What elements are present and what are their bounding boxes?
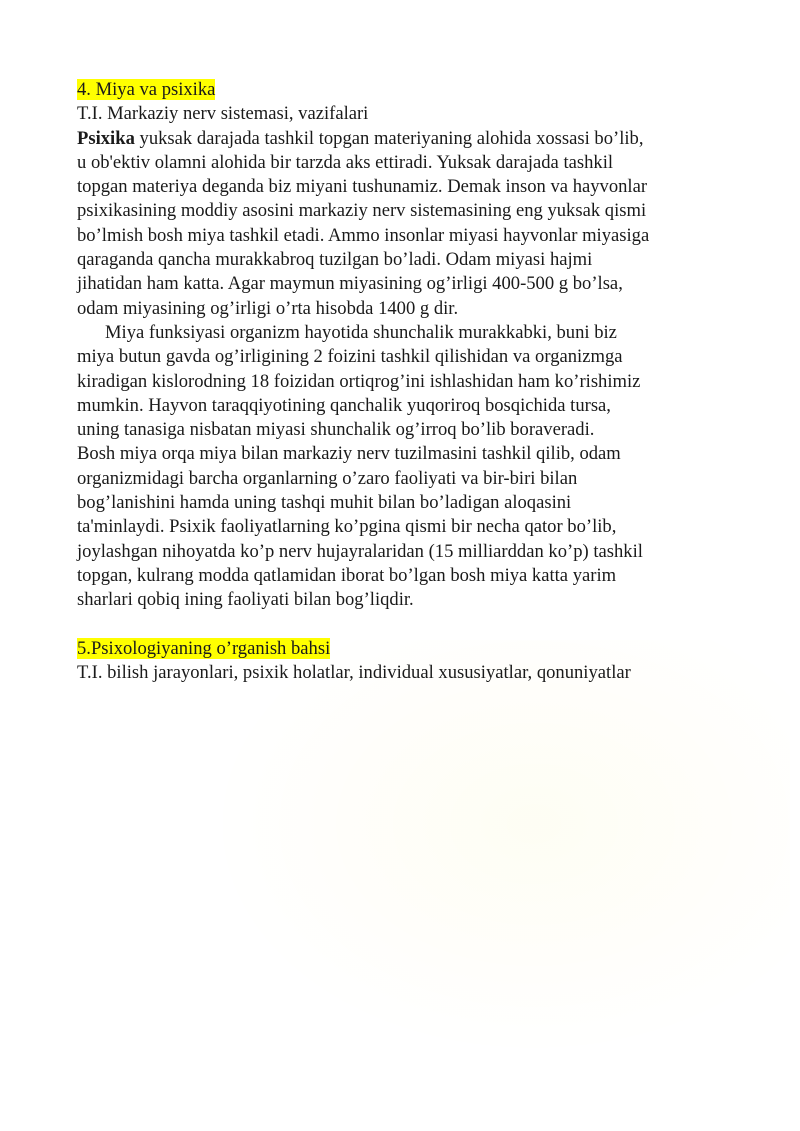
section-5-heading-line bbox=[77, 637, 737, 661]
body-line-text: bo’lmish bosh miya tashkil etadi. Ammo insonlar miyasi hayvonlar miyasiga bbox=[77, 224, 650, 246]
body-line-text: joylashgan nihoyatda ko’p nerv hujayralaridan (15 milliarddan ko’p) tashkil bbox=[77, 540, 643, 562]
body-line bbox=[77, 272, 737, 296]
body-line-text: bog’lanishini hamda uning tashqi muhit bilan bo’ladigan aloqasini bbox=[77, 492, 572, 514]
body-line-text: organizmidagi barcha organlarning o’zaro faoliyati va bir-biri bilan bbox=[77, 467, 578, 489]
body-line-text: miya butun gavda og’irligining 2 foizini tashkil qilishidan va organizmga bbox=[77, 346, 623, 368]
body-line bbox=[77, 297, 737, 321]
body-line bbox=[77, 467, 737, 491]
body-line-text: psixikasining moddiy asosini markaziy nerv sistemasining eng yuksak qismi bbox=[77, 200, 647, 222]
section-4-topic: T.I. Markaziy nerv sistemasi, vazifalari bbox=[77, 103, 369, 125]
body-line bbox=[77, 442, 737, 466]
body-line-text: qaraganda qancha murakkabroq tuzilgan bo’ladi. Odam miyasi hajmi bbox=[77, 249, 593, 271]
body-line bbox=[77, 199, 737, 223]
section-5-heading: 5.Psixologiyaning o’rganish bahsi bbox=[77, 637, 331, 659]
body-line-text: topgan, kulrang modda qatlamidan iborat bo’lgan bosh miya katta yarim bbox=[77, 564, 617, 586]
body-line bbox=[77, 127, 737, 151]
body-line-text: odam miyasining og’irligi o’rta hisobda 1400 g dir. bbox=[77, 297, 459, 319]
body-line bbox=[77, 248, 737, 272]
body-line-text: sharlari qobiq ining faoliyati bilan bog’liqdir. bbox=[77, 589, 414, 611]
body-line bbox=[77, 515, 737, 539]
body-line bbox=[77, 491, 737, 515]
body-line-text: yuksak darajada tashkil topgan materiyaning alohida xossasi bo’lib, bbox=[134, 127, 644, 149]
body-line-text: mumkin. Hayvon taraqqiyotining qanchalik yuqoriroq bosqichida tursa, bbox=[77, 394, 611, 416]
body-line-text: u ob'ektiv olamni alohida bir tarzda aks ettiradi. Yuksak darajada tashkil bbox=[77, 151, 614, 173]
body-line bbox=[77, 540, 737, 564]
body-line bbox=[77, 588, 737, 612]
body-line-text: Bosh miya orqa miya bilan markaziy nerv tuzilmasini tashkil qilib, odam bbox=[77, 443, 621, 465]
section-gap bbox=[77, 613, 737, 637]
bold-term: Psixika bbox=[77, 127, 135, 149]
body-line bbox=[77, 394, 737, 418]
body-line-text: jihatidan ham katta. Agar maymun miyasining og’irligi 400-500 g bo’lsa, bbox=[77, 273, 623, 295]
body-line-text: topgan materiya deganda biz miyani tushunamiz. Demak inson va hayvonlar bbox=[77, 176, 648, 198]
section-4-heading-line bbox=[77, 78, 737, 102]
section-5-topic: T.I. bilish jarayonlari, psixik holatlar, individual xususiyatlar, qonuniyatlar bbox=[77, 662, 631, 684]
body-line bbox=[77, 418, 737, 442]
document-body bbox=[77, 78, 737, 685]
body-line bbox=[77, 564, 737, 588]
body-line-text: uning tanasiga nisbatan miyasi shunchalik og’irroq bo’lib boraveradi. bbox=[77, 419, 595, 441]
body-line bbox=[77, 175, 737, 199]
body-line bbox=[77, 151, 737, 175]
faint-watermark bbox=[150, 640, 790, 1100]
body-line-text: kiradigan kislorodning 18 foizidan ortiqrog’ini ishlashidan ham ko’rishimiz bbox=[77, 370, 641, 392]
body-line-text: Miya funksiyasi organizm hayotida shunchalik murakkabki, buni biz bbox=[105, 321, 617, 343]
section-4-heading: 4. Miya va psixika bbox=[77, 79, 216, 100]
body-line bbox=[77, 321, 737, 345]
body-line bbox=[77, 224, 737, 248]
body-line bbox=[77, 345, 737, 369]
body-line bbox=[77, 370, 737, 394]
section-4-body bbox=[77, 127, 737, 613]
body-line-text: ta'minlaydi. Psixik faoliyatlarning ko’pgina qismi bir necha qator bo’lib, bbox=[77, 516, 617, 538]
